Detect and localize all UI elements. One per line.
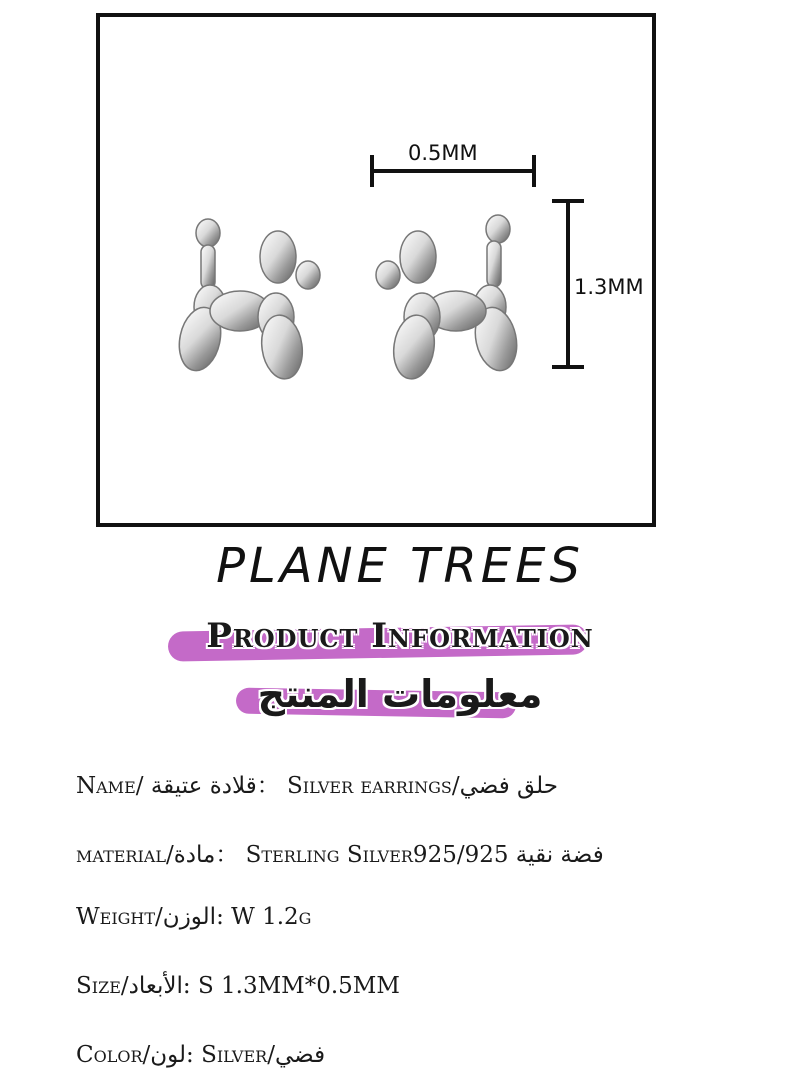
balloon-dog-earring-left (174, 219, 320, 381)
balloon-dog-earring-right (376, 215, 522, 381)
section-title-arabic: معلومات المنتج (257, 672, 543, 716)
info-color: Color/لون: Silver/فضي (76, 1042, 326, 1068)
brand-name: PLANE TREES (216, 538, 584, 594)
product-illustration (100, 17, 652, 523)
info-weight: Weight/الوزن: W 1.2g (76, 904, 312, 930)
info-name: Name/ قلادة عتيقة： Silver earrings/حلق فضي (76, 773, 559, 799)
width-label: 0.5MM (408, 141, 478, 165)
section-title: Product Information (206, 616, 594, 656)
product-image-frame (96, 13, 656, 527)
height-label: 1.3MM (574, 275, 644, 299)
info-material: material/مادة： Sterling Silver925/925 فضة نقية (76, 842, 604, 868)
info-size: Size/الأبعاد: S 1.3MM*0.5MM (76, 973, 400, 999)
